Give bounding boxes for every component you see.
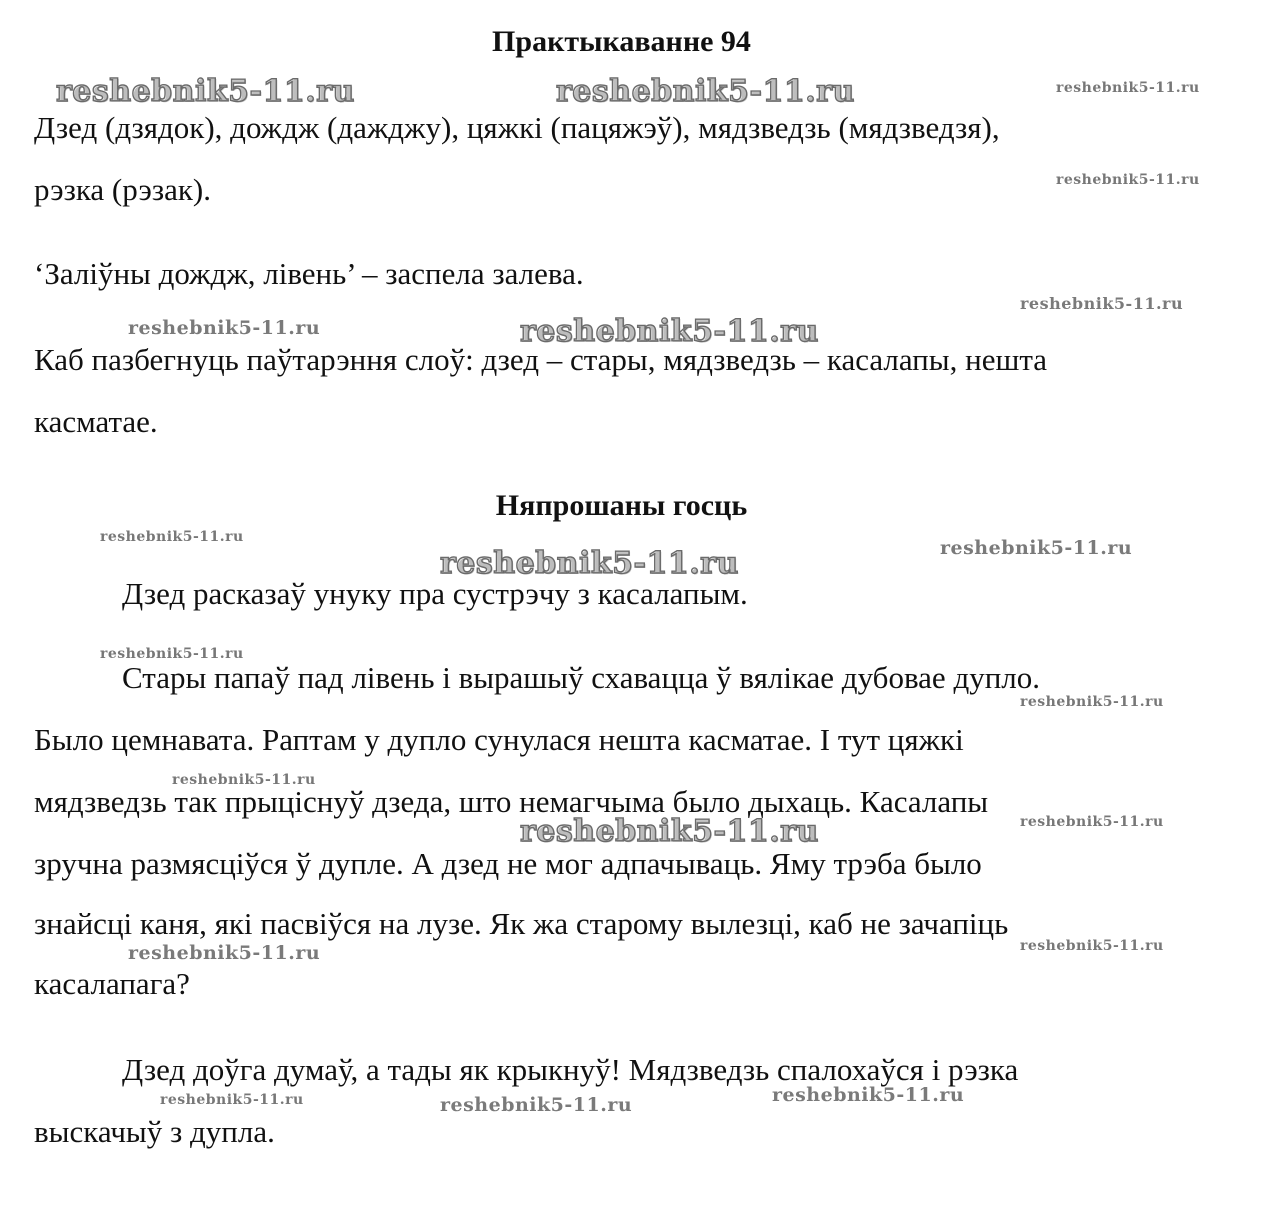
- answer-line-2: рэзка (рэзак).: [34, 172, 211, 207]
- exercise-title: Практыкаванне 94: [492, 25, 751, 58]
- watermark: reshebnik5-11.ru: [56, 74, 355, 109]
- watermark: reshebnik5-11.ru: [440, 1094, 633, 1116]
- answer-line-5: касматае.: [34, 404, 158, 439]
- story-line-8: Дзед доўга думаў, а тады як крыкнуў! Мядзведзь спалохаўся і рэзка: [122, 1052, 1019, 1087]
- watermark: reshebnik5-11.ru: [772, 1084, 965, 1106]
- watermark: reshebnik5-11.ru: [1020, 294, 1184, 313]
- watermark: reshebnik5-11.ru: [520, 814, 819, 849]
- watermark: reshebnik5-11.ru: [100, 529, 244, 545]
- story-title: Няпрошаны госць: [495, 489, 748, 522]
- watermark: reshebnik5-11.ru: [1020, 814, 1164, 830]
- watermark: reshebnik5-11.ru: [1020, 694, 1164, 710]
- watermark: reshebnik5-11.ru: [128, 942, 321, 964]
- answer-line-4: Каб пазбегнуць паўтарэння слоў: дзед – стары, мядзведзь – касалапы, нешта: [34, 342, 1048, 377]
- watermark: reshebnik5-11.ru: [128, 317, 321, 339]
- story-line-1: Дзед расказаў унуку пра сустрэчу з касалапым.: [122, 576, 748, 611]
- answer-line-3: ‘Заліўны дождж, лівень’ – заспела залева.: [34, 256, 584, 291]
- watermark: reshebnik5-11.ru: [1056, 172, 1200, 188]
- watermark: reshebnik5-11.ru: [440, 546, 739, 581]
- watermark: reshebnik5-11.ru: [1056, 80, 1200, 96]
- story-line-5: зручна размясціўся ў дупле. А дзед не мог адпачываць. Яму трэба было: [34, 846, 982, 881]
- watermark: reshebnik5-11.ru: [160, 1092, 304, 1108]
- story-line-4: мядзведзь так прыціснуў дзеда, што немагчыма было дыхаць. Касалапы: [34, 784, 989, 819]
- answer-line-1: Дзед (дзядок), дождж (дажджу), цяжкі (пацяжэў), мядзведзь (мядзведзя),: [34, 110, 1000, 145]
- story-line-6: знайсці каня, які пасвіўся на лузе. Як жа старому вылезці, каб не зачапіць: [34, 906, 1009, 941]
- watermark: reshebnik5-11.ru: [556, 74, 855, 109]
- watermark: reshebnik5-11.ru: [172, 772, 316, 788]
- watermark: reshebnik5-11.ru: [1020, 938, 1164, 954]
- watermark: reshebnik5-11.ru: [520, 314, 819, 349]
- story-line-9: выскачыў з дупла.: [34, 1114, 275, 1149]
- watermark: reshebnik5-11.ru: [100, 646, 244, 662]
- story-line-3: Было цемнавата. Раптам у дупло сунулася нешта касматае. І тут цяжкі: [34, 722, 964, 757]
- story-line-2: Стары папаў пад лівень і вырашыў схавацца ў вялікае дубовае дупло.: [122, 660, 1041, 695]
- story-line-7: касалапага?: [34, 966, 190, 1001]
- watermark: reshebnik5-11.ru: [940, 537, 1133, 559]
